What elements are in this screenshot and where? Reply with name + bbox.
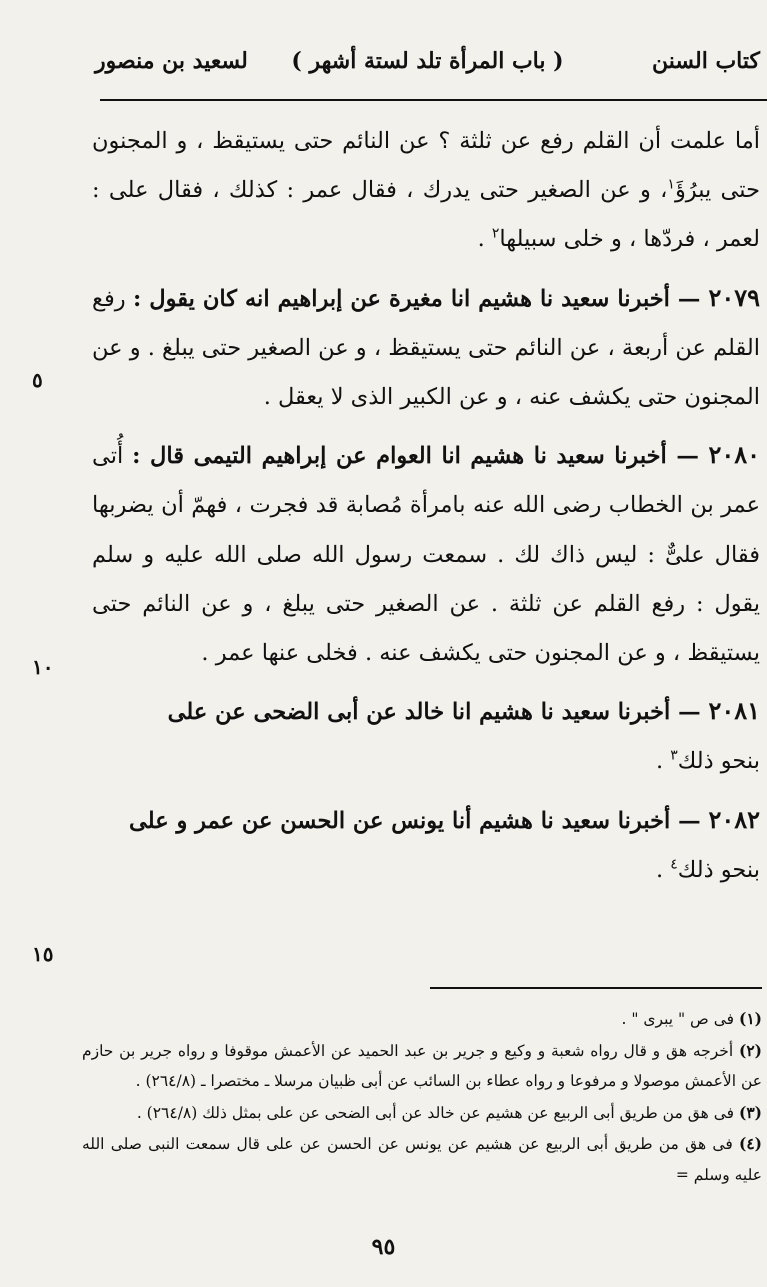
footnote-number: (١) bbox=[738, 1009, 762, 1028]
footnote-2 bbox=[82, 1036, 762, 1097]
header-rule bbox=[100, 99, 767, 101]
footnotes bbox=[82, 1004, 762, 1190]
footnote-number: (٣) bbox=[738, 1102, 762, 1122]
hadith-text: رفع القلم عن أربعة ، عن النائم حتى يستيقظ ، و عن الصغير حتى يبلغ . و عن المجنون حتى يكشف عنه ، و عن الكبير الذى لا يعقل . bbox=[92, 285, 760, 411]
hadith-number: ٢٠٨١ bbox=[708, 696, 760, 726]
hadith-2079 bbox=[92, 273, 760, 423]
main-text bbox=[92, 117, 760, 895]
header-chapter-title: ( باب المرأة تلد لستة أشهر ) bbox=[291, 48, 564, 74]
header-author: لسعيد بن منصور bbox=[95, 48, 248, 74]
footnote-3 bbox=[82, 1098, 762, 1129]
paragraph-continuation bbox=[92, 117, 760, 265]
footnote-1 bbox=[82, 1004, 762, 1035]
hadith-number: ٢٠٨٠ bbox=[708, 440, 760, 470]
page-number: ٩٥ bbox=[371, 1234, 396, 1260]
running-header bbox=[95, 48, 760, 88]
hadith-text: بنحو ذلك bbox=[677, 856, 760, 883]
hadith-text-end: . bbox=[655, 856, 671, 883]
hadith-isnad: — أخبرنا سعيد نا هشيم أنا يونس عن الحسن عن عمر و على bbox=[129, 807, 709, 834]
paragraph-text-tail: ، و عن الصغير حتى يدرك ، فقال عمر : كذلك ، فقال على : لعمر ، فردّها ، و خلى سبيلها bbox=[92, 177, 760, 253]
hadith-isnad: — أخبرنا سعيد نا هشيم انا خالد عن أبى الضحى عن على bbox=[167, 699, 709, 726]
hadith-text: أُتى عمر بن الخطاب رضى الله عنه بامرأة مُصابة قد فجرت ، فهمّ أن يضربها فقال علىٌّ : ليس ذاك لك . سمعت رسول الله صلى الله عليه و سلم يقول : رفع القلم عن ثلثة . عن الصغير حتى يبلغ ، و عن النائم حتى يستيقظ ، و عن المجنون حتى يكشف عنه . فخلى عنها عمر . bbox=[92, 443, 760, 667]
hadith-2081 bbox=[92, 686, 760, 786]
line-number-10: ١٠ bbox=[32, 655, 54, 679]
line-number-15: ١٥ bbox=[32, 942, 54, 966]
hadith-text-end: . bbox=[655, 748, 671, 775]
footnote-text: فى هق من طريق أبى الربيع عن هشيم عن يونس عن الحسن عن على قال سمعت النبى صلى الله عليه وسلم = bbox=[82, 1135, 762, 1184]
footnote-text: فى هق من طريق أبى الربيع عن هشيم عن خالد عن أبى الضحى عن على بمثل ذلك (٢٦٤/٨) . bbox=[136, 1103, 739, 1122]
hadith-2080 bbox=[92, 430, 760, 678]
footnote-ref: ١ bbox=[667, 176, 675, 193]
header-book-title: كتاب السنن bbox=[651, 48, 760, 74]
hadith-isnad: — أخبرنا سعيد نا هشيم انا العوام عن إبراهيم التيمى قال : bbox=[132, 443, 709, 470]
paragraph-text: أما علمت أن القلم رفع عن ثلثة ؟ عن النائم حتى يستيقظ ، و المجنون حتى يبرُؤَ bbox=[92, 128, 761, 204]
footnote-ref: ٤ bbox=[670, 856, 678, 873]
footnote-rule bbox=[430, 987, 762, 989]
footnote-text: أخرجه هق و قال رواه شعبة و وكيع و جرير بن عبد الحميد عن الأعمش موقوفا و رواه جرير بن حازم عن الأعمش موصولا و مرفوعا و رواه عطاء بن السائب عن أبى ظبيان مرسلا ـ مختصرا ـ (٢٦٤/٨) . bbox=[82, 1041, 762, 1090]
paragraph-text-end: . bbox=[477, 226, 492, 253]
footnote-4 bbox=[82, 1129, 762, 1190]
footnote-ref: ٢ bbox=[491, 225, 500, 242]
hadith-2082 bbox=[92, 795, 760, 895]
line-number-5: ٥ bbox=[32, 368, 43, 392]
footnote-number: (٤) bbox=[738, 1134, 762, 1153]
footnote-text: فى ص " يبرى " . bbox=[621, 1010, 739, 1028]
hadith-number: ٢٠٨٢ bbox=[708, 804, 760, 834]
hadith-number: ٢٠٧٩ bbox=[708, 282, 760, 312]
footnote-number: (٢) bbox=[738, 1040, 762, 1060]
footnote-ref: ٣ bbox=[670, 747, 678, 764]
hadith-text: بنحو ذلك bbox=[677, 748, 760, 775]
hadith-isnad: — أخبرنا سعيد نا هشيم انا مغيرة عن إبراهيم انه كان يقول : bbox=[132, 285, 709, 312]
